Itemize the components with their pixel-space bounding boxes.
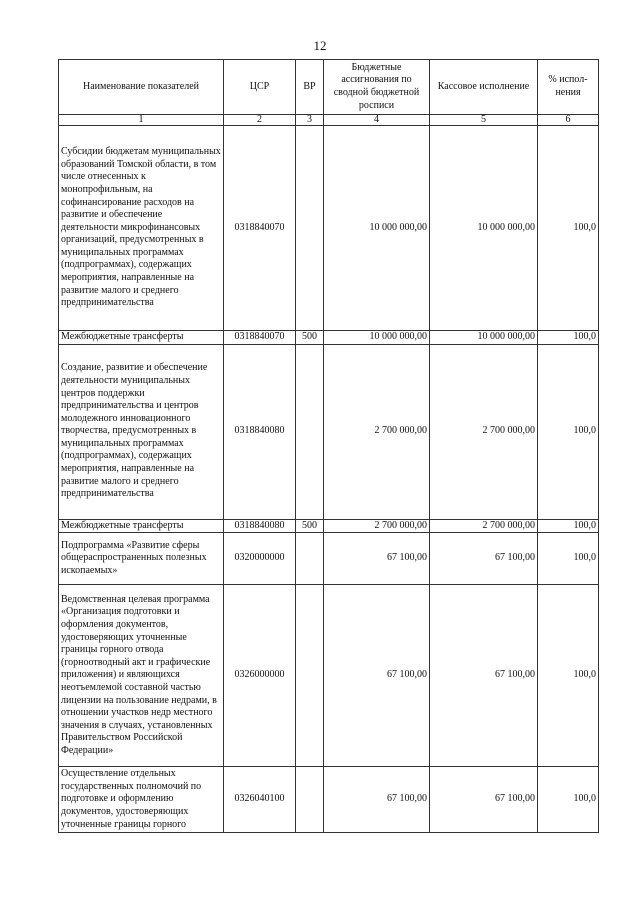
row-assignments: 10 000 000,00: [324, 331, 430, 345]
column-number: 5: [430, 115, 538, 126]
header-percent-execution: % испол-нения: [538, 60, 599, 115]
row-percent: 100,0: [538, 585, 599, 767]
row-name: Субсидии бюджетам муниципальных образований Томской области, в том числе отнесенных к монопрофильным, на софинансирование расходов на развитие и обеспечение деятельности микрофинансовых организаций, предусмотренных в муниципальных программах (подпрограммах), содержащих мероприятия, направленные на развитие малого и среднего предпринимательства: [59, 126, 224, 331]
budget-execution-table: [58, 59, 599, 833]
row-percent: 100,0: [538, 331, 599, 345]
row-name: Создание, развитие и обеспечение деятельности муниципальных центров поддержки предпринимательства и центров молодежного инновационного творчества, предусмотренных в муниципальных программах (подпрограммах), содержащих мероприятия, направленные на развитие малого и среднего предпринимательства: [59, 344, 224, 519]
row-vr: [296, 767, 324, 833]
table-row: [59, 585, 599, 767]
column-number: 6: [538, 115, 599, 126]
row-vr: 500: [296, 331, 324, 345]
row-vr: [296, 533, 324, 585]
row-csr: 0318840080: [224, 519, 296, 533]
row-cash-execution: 2 700 000,00: [430, 344, 538, 519]
table-row: [59, 519, 599, 533]
row-vr: 500: [296, 519, 324, 533]
row-cash-execution: 10 000 000,00: [430, 126, 538, 331]
row-assignments: 2 700 000,00: [324, 344, 430, 519]
row-csr: 0318840070: [224, 126, 296, 331]
row-vr: [296, 344, 324, 519]
header-assignments: Бюджетные ассигнования по сводной бюджетной росписи: [324, 60, 430, 115]
table-row: [59, 126, 599, 331]
table-row: [59, 331, 599, 345]
page-number: 12: [313, 38, 327, 53]
header-cash-execution: Кассовое исполнение: [430, 60, 538, 115]
row-csr: 0318840080: [224, 344, 296, 519]
row-csr: 0326000000: [224, 585, 296, 767]
row-percent: 100,0: [538, 126, 599, 331]
header-vr: ВР: [296, 60, 324, 115]
header-name: Наименование показателей: [59, 60, 224, 115]
row-cash-execution: 67 100,00: [430, 767, 538, 833]
row-percent: 100,0: [538, 519, 599, 533]
table-row: [59, 533, 599, 585]
row-name: Межбюджетные трансферты: [59, 331, 224, 345]
row-csr: 0320000000: [224, 533, 296, 585]
column-number: 2: [224, 115, 296, 126]
row-cash-execution: 2 700 000,00: [430, 519, 538, 533]
column-number: 3: [296, 115, 324, 126]
row-percent: 100,0: [538, 767, 599, 833]
row-cash-execution: 10 000 000,00: [430, 331, 538, 345]
column-number: 4: [324, 115, 430, 126]
row-assignments: 67 100,00: [324, 585, 430, 767]
table-row: [59, 344, 599, 519]
row-csr: 0318840070: [224, 331, 296, 345]
row-cash-execution: 67 100,00: [430, 585, 538, 767]
table-row: [59, 767, 599, 833]
header-row: [59, 60, 599, 115]
row-name: Подпрограмма «Развитие сферы общераспространенных полезных ископаемых»: [59, 533, 224, 585]
row-assignments: 10 000 000,00: [324, 126, 430, 331]
column-numbers-row: [59, 115, 599, 126]
row-cash-execution: 67 100,00: [430, 533, 538, 585]
row-name: Межбюджетные трансферты: [59, 519, 224, 533]
row-assignments: 67 100,00: [324, 767, 430, 833]
row-assignments: 2 700 000,00: [324, 519, 430, 533]
row-csr: 0326040100: [224, 767, 296, 833]
column-number: 1: [59, 115, 224, 126]
row-name: Осуществление отдельных государственных полномочий по подготовке и оформлению документов, удостоверяющих уточненные границы горного: [59, 767, 224, 833]
row-percent: 100,0: [538, 344, 599, 519]
header-csr: ЦСР: [224, 60, 296, 115]
row-name: Ведомственная целевая программа «Организация подготовки и оформления документов, удостоверяющих уточненные границы горного отвода (горноотводный акт и графические приложения) и являющихся неотъемлемой составной частью лицензии на пользование недрами, в отношении участков недр местного значения в случаях, установленных Правительством Российской Федерации»: [59, 585, 224, 767]
row-vr: [296, 126, 324, 331]
row-assignments: 67 100,00: [324, 533, 430, 585]
row-vr: [296, 585, 324, 767]
row-percent: 100,0: [538, 533, 599, 585]
